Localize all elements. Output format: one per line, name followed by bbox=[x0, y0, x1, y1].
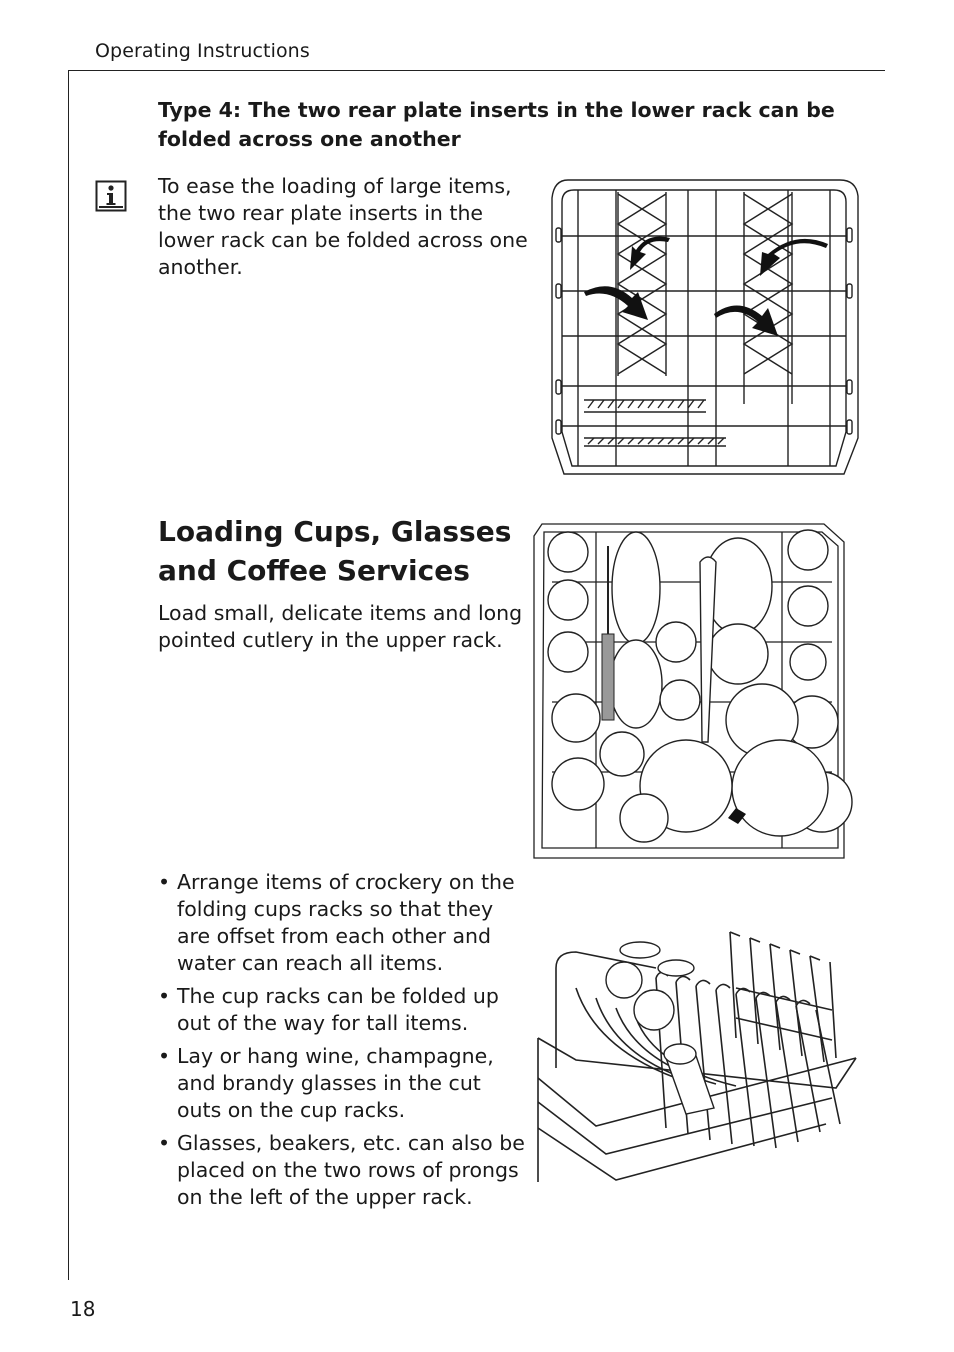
bullet-text: Lay or hang wine, champagne, and brandy glasses in the cut outs on the cup racks. bbox=[177, 1044, 494, 1122]
bullet-glyph: • bbox=[158, 984, 171, 1008]
cups-bullet-list bbox=[158, 869, 530, 1217]
type4-heading: Type 4: The two rear plate inserts in the lower rack can be folded across one another bbox=[158, 98, 835, 151]
header-rule bbox=[68, 70, 885, 71]
bullet-glyph: • bbox=[158, 1044, 171, 1068]
lower-rack-illustration bbox=[548, 176, 860, 478]
type4-text: To ease the loading of large items, the two rear plate inserts in the lower rack can be folded across one another. bbox=[158, 174, 528, 279]
cup-rack-illustration bbox=[536, 928, 858, 1190]
upper-rack-illustration bbox=[532, 522, 848, 862]
bullet-glyph: • bbox=[158, 870, 171, 894]
list-item bbox=[158, 983, 530, 1037]
running-header: Operating Instructions bbox=[95, 40, 310, 62]
bullet-glyph: • bbox=[158, 1131, 171, 1155]
page-number: 18 bbox=[70, 1297, 96, 1321]
list-item bbox=[158, 869, 530, 977]
bullet-text: The cup racks can be folded up out of the way for tall items. bbox=[177, 984, 499, 1035]
list-item bbox=[158, 1130, 530, 1211]
bullet-text: Glasses, beakers, etc. can also be placed on the two rows of prongs on the left of the upper rack. bbox=[177, 1131, 525, 1209]
info-icon bbox=[95, 180, 127, 212]
list-item bbox=[158, 1043, 530, 1124]
margin-rule bbox=[68, 70, 69, 1280]
cups-intro: Load small, delicate items and long pointed cutlery in the upper rack. bbox=[158, 601, 523, 652]
bullet-text: Arrange items of crockery on the folding cups racks so that they are offset from each other and water can reach all items. bbox=[177, 870, 515, 975]
cups-section-title: Loading Cups, Glasses and Coffee Services bbox=[158, 515, 512, 587]
